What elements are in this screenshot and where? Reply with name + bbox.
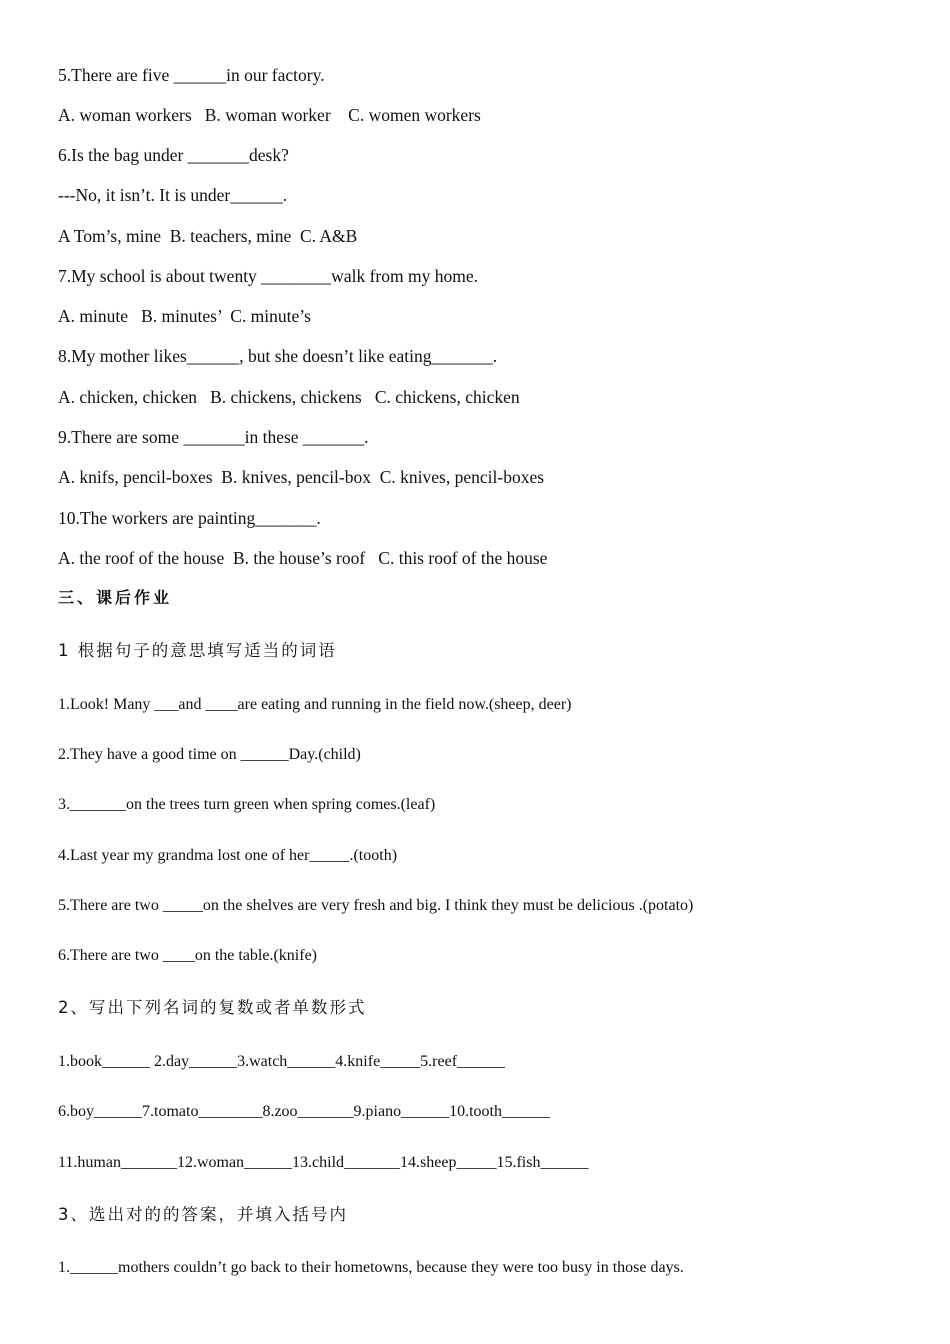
fill-item-4: 4.Last year my grandma lost one of her_____.(tooth): [58, 847, 398, 864]
question-9-options: A. knifs, pencil-boxes B. knives, pencil-box C. knives, pencil-boxes: [58, 467, 545, 487]
question-10-options: A. the roof of the house B. the house’s roof C. this roof of the house: [58, 548, 548, 568]
question-9: 9.There are some _______in these _______.: [58, 427, 369, 447]
fill-item-5: 5.There are two _____on the shelves are very fresh and big. I think they must be delicious .(potato): [58, 897, 694, 914]
subsection-1-title: 1 根据句子的意思填写适当的词语: [58, 641, 337, 660]
question-8-options: A. chicken, chicken B. chickens, chickens C. chickens, chicken: [58, 387, 520, 407]
section-3-title: 三、课后作业: [58, 588, 173, 607]
plural-row-2: 6.boy______7.tomato________8.zoo_______9.piano______10.tooth______: [58, 1103, 550, 1120]
fill-item-1: 1.Look! Many ___and ____are eating and running in the field now.(sheep, deer): [58, 696, 572, 713]
question-8: 8.My mother likes______, but she doesn’t like eating_______.: [58, 346, 498, 366]
plural-row-3: 11.human_______12.woman______13.child_______14.sheep_____15.fish______: [58, 1154, 589, 1171]
plural-row-1: 1.book______ 2.day______3.watch______4.knife_____5.reef______: [58, 1053, 506, 1070]
question-6-options: A Tom’s, mine B. teachers, mine C. A&B: [58, 226, 358, 246]
fill-item-6: 6.There are two ____on the table.(knife): [58, 947, 318, 964]
fill-item-3: 3._______on the trees turn green when spring comes.(leaf): [58, 796, 436, 813]
question-10: 10.The workers are painting_______.: [58, 508, 321, 528]
question-7-options: A. minute B. minutes’ C. minute’s: [58, 306, 311, 326]
question-5-options: A. woman workers B. woman worker C. women workers: [58, 105, 481, 125]
subsection-2-title: 2、写出下列名词的复数或者单数形式: [58, 998, 367, 1017]
question-6: 6.Is the bag under _______desk?: [58, 145, 289, 165]
question-5: 5.There are five ______in our factory.: [58, 65, 325, 85]
question-7: 7.My school is about twenty ________walk from my home.: [58, 266, 478, 286]
subsection-3-title: 3、选出对的的答案，并填入括号内: [58, 1205, 348, 1224]
choice-item-1: 1.______mothers couldn’t go back to their hometowns, because they were too busy in those days.: [58, 1259, 684, 1276]
question-6-answer-line: ---No, it isn’t. It is under______.: [58, 185, 288, 205]
fill-item-2: 2.They have a good time on ______Day.(child): [58, 746, 361, 763]
